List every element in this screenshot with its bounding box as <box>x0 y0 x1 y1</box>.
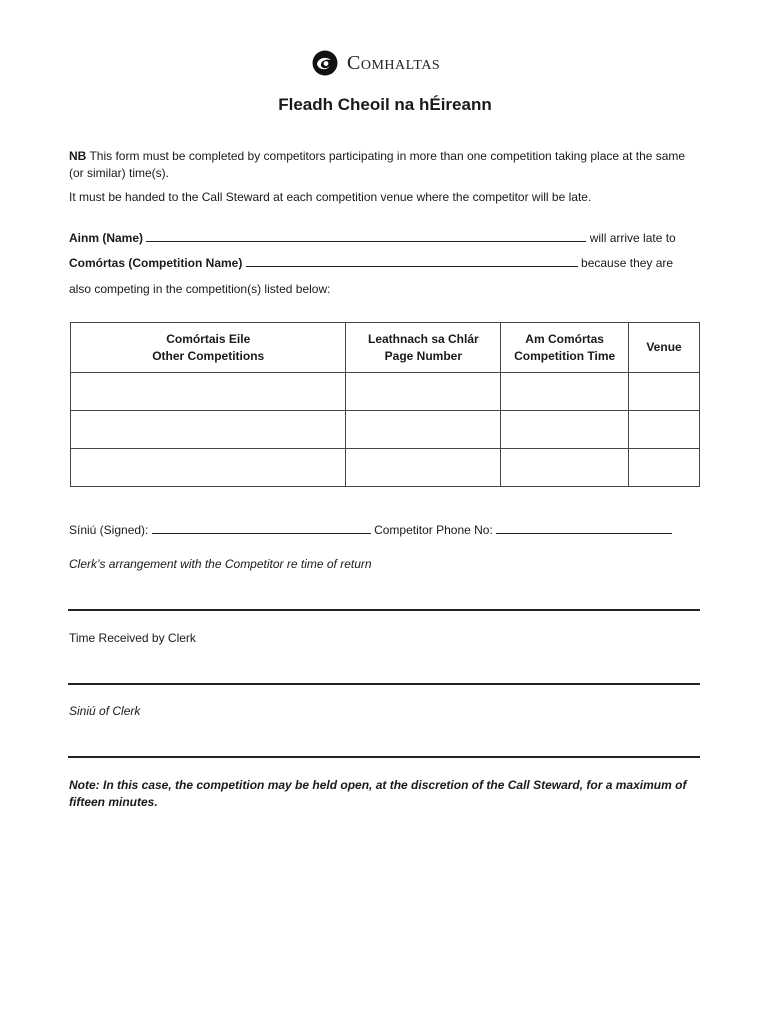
table-cell[interactable] <box>346 449 501 487</box>
header-line: Leathnach sa Chlár <box>367 331 479 346</box>
table-cell[interactable] <box>71 411 346 449</box>
table-header-row <box>71 323 700 373</box>
phone-label: Competitor Phone No: <box>374 523 493 537</box>
comhaltas-swirl-icon <box>312 50 338 76</box>
time-received-label: Time Received by Clerk <box>69 631 196 645</box>
signed-blank[interactable] <box>152 522 371 534</box>
header-line: Comórtais Eile <box>166 331 251 346</box>
table-cell[interactable] <box>71 373 346 411</box>
logo-text: Comhaltas <box>347 51 441 74</box>
also-competing-text: also competing in the competition(s) listed below: <box>69 282 331 296</box>
clerk-signature-label: Siniú of Clerk <box>69 704 141 718</box>
table-row <box>71 449 700 487</box>
table-cell[interactable] <box>629 373 700 411</box>
clerk-arrangement-rule[interactable] <box>68 609 700 611</box>
table-cell[interactable] <box>501 373 629 411</box>
signature-line <box>69 522 672 539</box>
header-line: Venue <box>646 340 682 354</box>
header-line: Am Comórtas <box>525 331 604 346</box>
table-row <box>71 411 700 449</box>
note-text: Note: In this case, the competition may be held open, at the discretion of the Call Steward, for a maximum of fifteen minutes. <box>69 778 687 809</box>
header-line: Page Number <box>384 348 463 363</box>
competition-blank[interactable] <box>246 255 578 267</box>
table-row <box>71 373 700 411</box>
header-competition-time <box>501 323 629 373</box>
name-blank[interactable] <box>146 230 586 242</box>
clerk-signature-rule[interactable] <box>68 756 700 758</box>
header-other-competitions <box>71 323 346 373</box>
signed-label: Síniú (Signed): <box>69 523 149 537</box>
competition-line <box>69 255 673 272</box>
header-page-number <box>346 323 501 373</box>
table-cell[interactable] <box>346 411 501 449</box>
time-received-rule[interactable] <box>68 683 700 685</box>
page-title: Fleadh Cheoil na hÉireann <box>278 95 492 114</box>
phone-blank[interactable] <box>496 522 672 534</box>
comhaltas-logo <box>312 50 440 76</box>
competitions-table <box>70 322 700 487</box>
table-cell[interactable] <box>501 411 629 449</box>
table-cell[interactable] <box>629 411 700 449</box>
table-cell[interactable] <box>629 449 700 487</box>
nb-label: NB <box>69 149 87 163</box>
nb-paragraph <box>69 148 699 182</box>
header-venue <box>629 323 700 373</box>
clerk-arrangement-label: Clerk’s arrangement with the Competitor re time of return <box>69 557 372 571</box>
name-label: Ainm (Name) <box>69 231 144 245</box>
table-cell[interactable] <box>501 449 629 487</box>
name-suffix: will arrive late to <box>589 231 676 245</box>
table-cell[interactable] <box>346 373 501 411</box>
header-line: Other Competitions <box>152 348 265 363</box>
header-line: Competition Time <box>514 348 616 363</box>
table-cell[interactable] <box>71 449 346 487</box>
handed-paragraph: It must be handed to the Call Steward at each competition venue where the competitor will be late. <box>69 190 592 204</box>
competition-label: Comórtas (Competition Name) <box>69 256 243 270</box>
nb-text: This form must be completed by competitors participating in more than one competition taking place at the same (or similar) time(s). <box>69 149 686 180</box>
name-line <box>69 230 676 247</box>
competition-suffix: because they are <box>581 256 674 270</box>
